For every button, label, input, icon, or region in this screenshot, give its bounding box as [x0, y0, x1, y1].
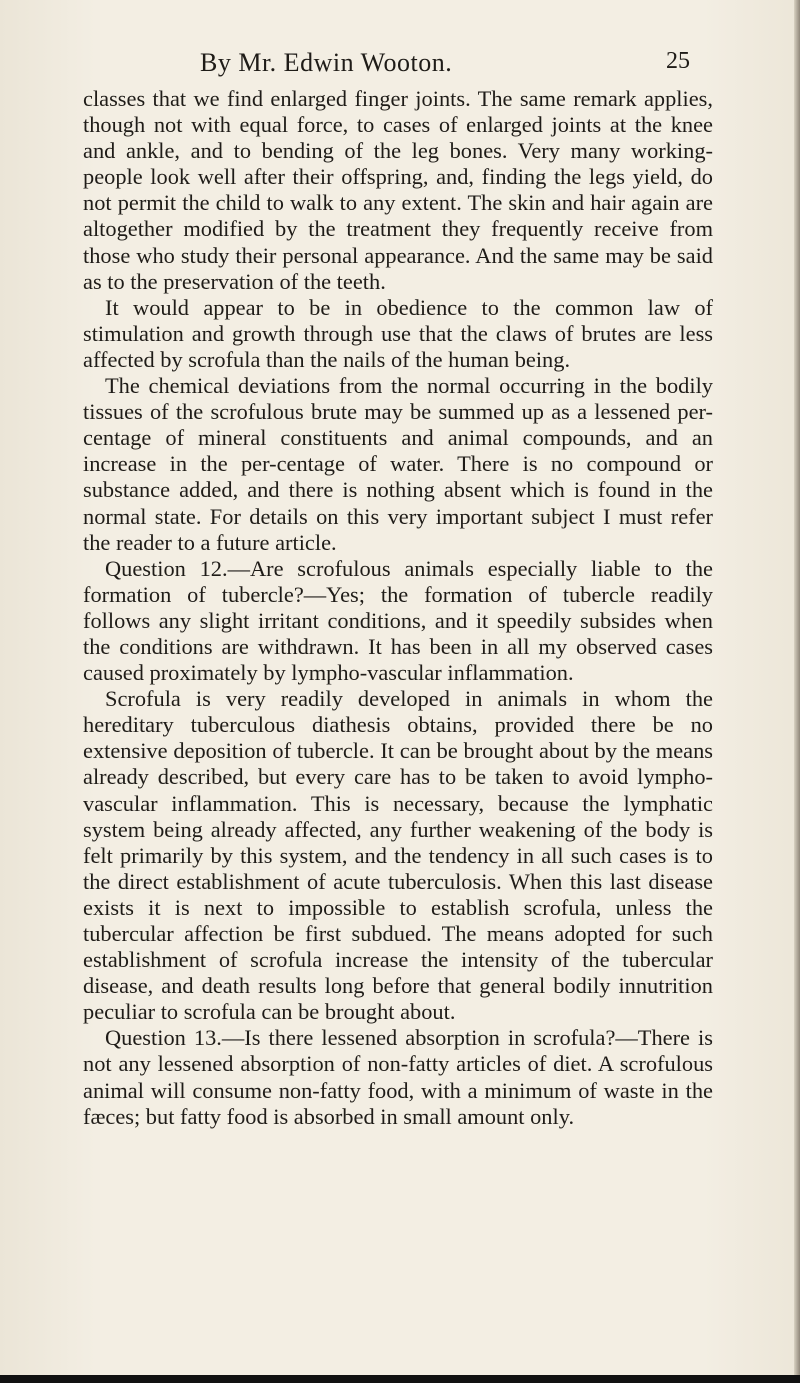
paragraph: Question 13.—Is there lessened absorption in scrofula?—There is not any lessened absorption of non-fatty articles of diet. A scrofulous animal will consume non-fatty food, with a minimum of waste in the fæces; but fatty food is absorbed in small amount only. — [83, 1025, 713, 1129]
page-bottom-border — [0, 1375, 800, 1383]
paragraph: The chemical deviations from the normal occurring in the bodily tissues of the scrofulous brute may be summed up as a lessened per-centage of mineral constituents and animal compounds, and an increase in the per-centage of water. There is no compound or substance added, and there is nothing absent which is found in the normal state. For details on this very important subject I must refer the reader to a future article. — [83, 373, 713, 555]
paragraph: Scrofula is very readily developed in animals in whom the hereditary tuberculous diathesis obtains, provided there be no extensive deposition of tubercle. It can be brought about by the means already described, but every care has to be taken to avoid lympho-vascular inflammation. This is necessary, because the lymphatic system being already affected, any further weakening of the body is felt primarily by this system, and the tendency in all such cases is to the direct establishment of acute tuberculosis. When this last disease exists it is next to impossible to establish scrofula, unless the tubercular affection be first subdued. The means adopted for such establishment of scrofula increase the intensity of the tubercular disease, and death results long before that general bodily innutrition peculiar to scrofula can be brought about. — [83, 686, 713, 1025]
page-edge-shadow — [794, 0, 800, 1383]
page-number: 25 — [666, 48, 690, 74]
paragraph: Question 12.—Are scrofulous animals especially liable to the formation of tubercle?—Yes; the formation of tubercle readily follows any slight irritant conditions, and it speedily subsides when the conditions are withdrawn. It has been in all my observed cases caused proximately by lympho-vascular inflammation. — [83, 555, 713, 686]
paragraph: classes that we find enlarged finger joints. The same remark applies, though not with equal force, to cases of enlarged joints at the knee and ankle, and to bending of the leg bones. Very many working-people look well after their offspring, and, finding the legs yield, do not permit the child to walk to any extent. The skin and hair again are altogether modified by the treatment they frequently receive from those who study their personal appearance. And the same may be said as to the preservation of the teeth. — [83, 86, 713, 294]
paragraph: It would appear to be in obedience to the common law of stimulation and growth through use that the claws of brutes are less affected by scrofula than the nails of the human being. — [83, 294, 713, 372]
page-header — [0, 42, 800, 78]
body-text — [83, 86, 713, 1130]
running-head: By Mr. Edwin Wooton. — [200, 48, 453, 77]
